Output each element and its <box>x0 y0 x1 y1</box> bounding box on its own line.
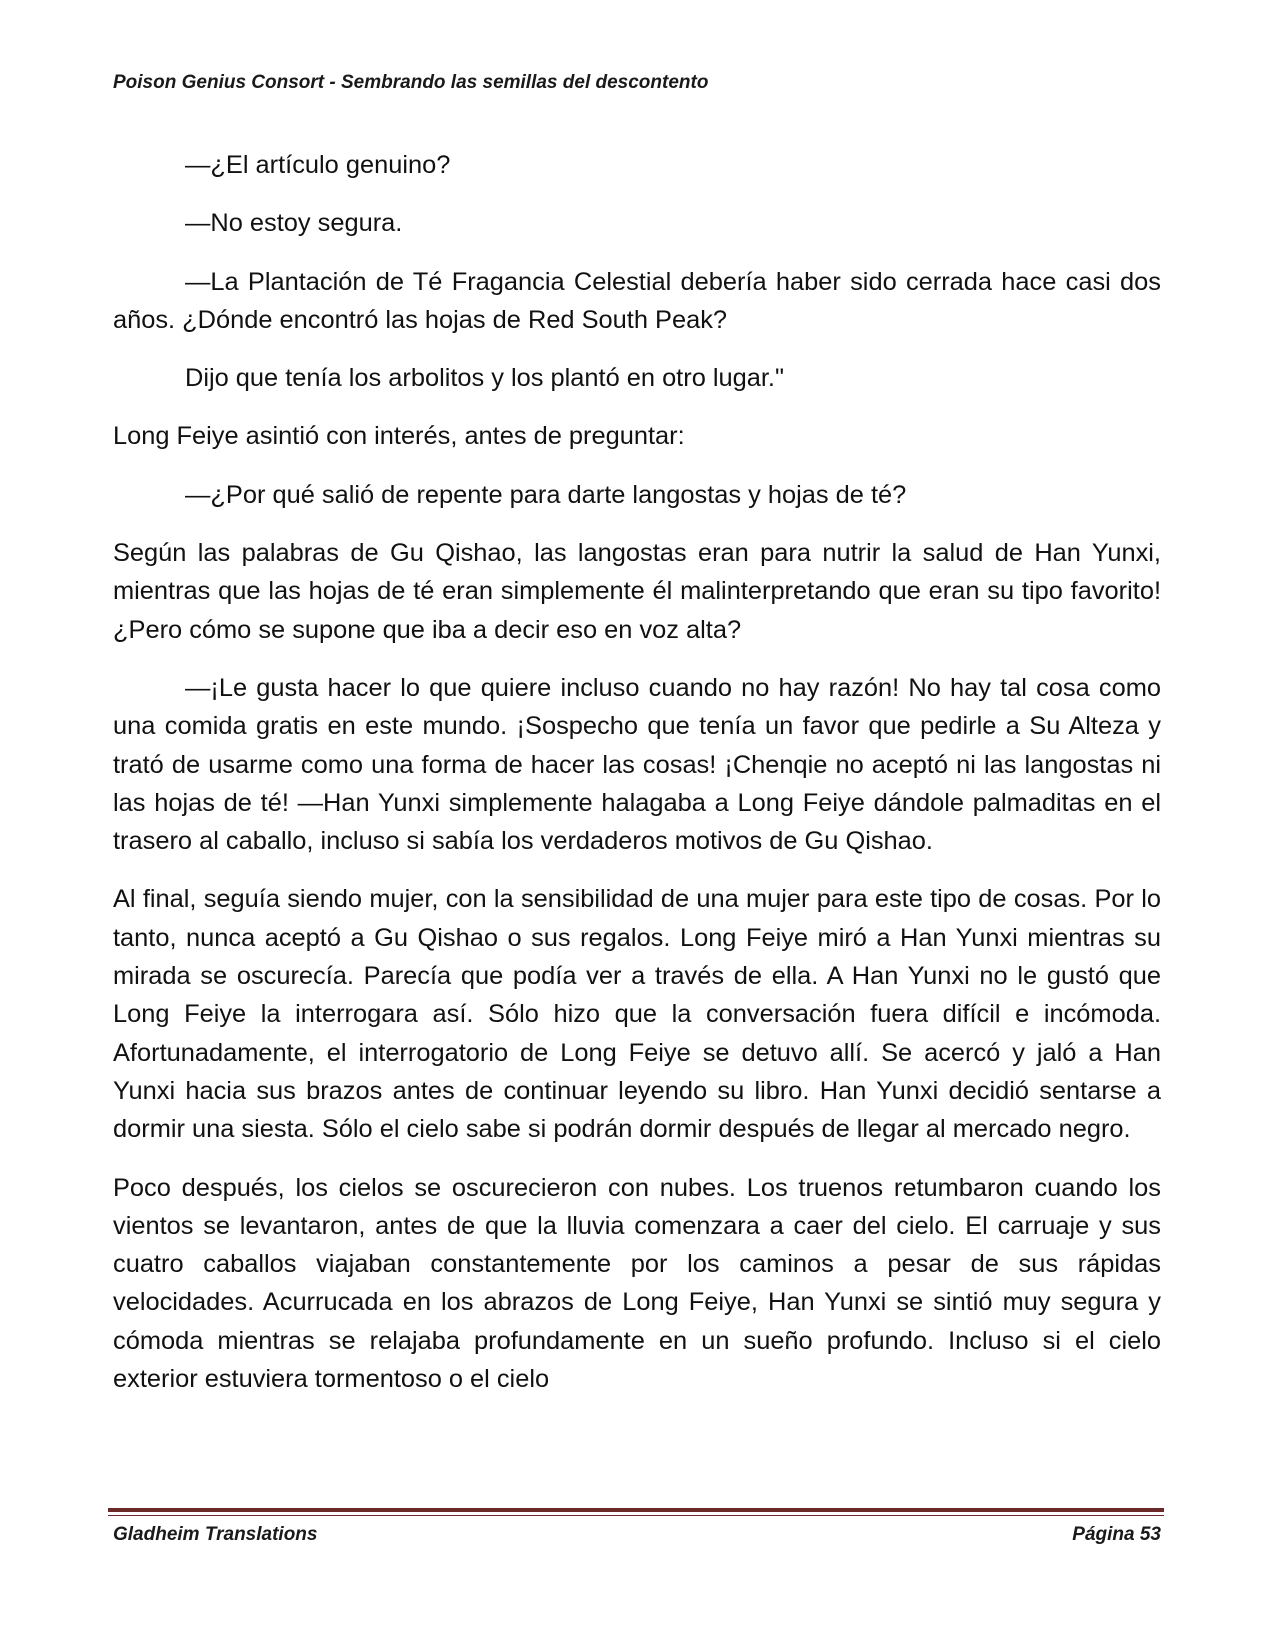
paragraph: Dijo que tenía los arbolitos y los plantó en otro lugar." <box>185 364 784 393</box>
paragraph: Poco después, los cielos se oscurecieron con nubes. Los truenos retumbaron cuando los vientos se levantaron, antes de que la lluvia comenzara a caer del cielo. El carruaje y sus cuatro caballos viajaban constantemente por los caminos a pesar de sus rápidas velocidades. Acurrucada en los abrazos de Long Feiye, Han Yunxi se sintió muy segura y cómoda mientras se relajaba profundamente en un sueño profundo. Incluso si el cielo exterior estuviera tormentoso o el cielo <box>113 1173 1161 1394</box>
paragraph: Al final, seguía siendo mujer, con la sensibilidad de una mujer para este tipo de cosas. Por lo tanto, nunca aceptó a Gu Qishao o sus regalos. Long Feiye miró a Han Yunxi mientras su mirada se oscurecía. Parecía que podía ver a través de ella. A Han Yunxi no le gustó que Long Feiye la interrogara así. Sólo hizo que la conversación fuera difícil e incómoda. Afortunadamente, el interrogatorio de Long Feiye se detuvo allí. Se acercó y jaló a Han Yunxi hacia sus brazos antes de continuar leyendo su libro. Han Yunxi decidió sentarse a dormir una siesta. Sólo el cielo sabe si podrán dormir después de llegar al mercado negro. <box>113 885 1161 1144</box>
page-number: Página 53 <box>1072 1524 1161 1545</box>
paragraph: —¡Le gusta hacer lo que quiere incluso cuando no hay razón! No hay tal cosa como una comida gratis en este mundo. ¡Sospecho que tenía un favor que pedirle a Su Alteza y trató de usarme como una forma de hacer las cosas! ¡Chenqie no aceptó ni las langostas ni las hojas de té! —Han Yunxi simplemente halagaba a Long Feiye dándole palmaditas en el trasero al caballo, incluso si sabía los verdaderos motivos de Gu Qishao. <box>113 673 1161 856</box>
paragraph: Según las palabras de Gu Qishao, las langostas eran para nutrir la salud de Han Yunxi, mientras que las hojas de té eran simplemente él malinterpretando que eran su tipo favorito!¿Pero cómo se supone que iba a decir eso en voz alta? <box>113 539 1161 644</box>
footer-rule <box>108 1508 1164 1512</box>
paragraph: —La Plantación de Té Fragancia Celestial debería haber sido cerrada hace casi dos años. ¿Dónde encontró las hojas de Red South Peak? <box>113 267 1161 334</box>
paragraph: —No estoy segura. <box>185 209 403 238</box>
running-header: Poison Genius Consort - Sembrando las semillas del descontento <box>113 72 709 93</box>
document-body <box>113 146 1161 1398</box>
footer-rule-thin <box>108 1515 1164 1516</box>
footer-translator: Gladheim Translations <box>113 1524 318 1545</box>
paragraph: Long Feiye asintió con interés, antes de preguntar: <box>113 422 685 451</box>
paragraph: —¿Por qué salió de repente para darte langostas y hojas de té? <box>185 480 907 509</box>
paragraph: —¿El artículo genuino? <box>185 151 451 179</box>
